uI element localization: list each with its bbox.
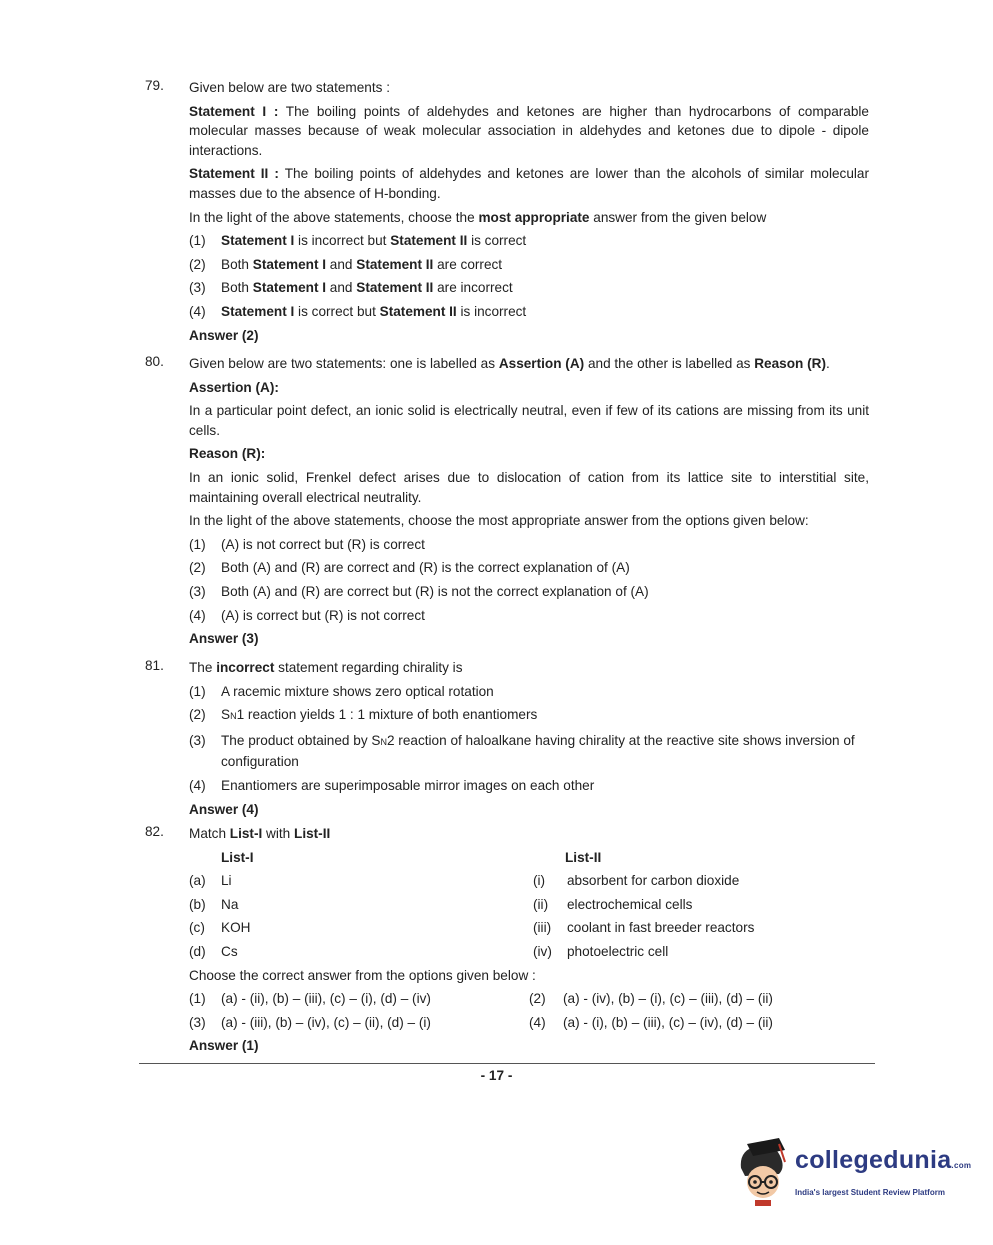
question-82: [145, 824, 869, 1056]
logo-name: collegedunia.com: [795, 1146, 972, 1174]
match-list-header: List-I List-II: [221, 849, 602, 865]
option-1: (1) Statement I is incorrect but Statement II is correct: [189, 233, 527, 249]
question-number: 82.: [145, 824, 164, 839]
option-1: (1) (A) is not correct but (R) is correct: [189, 536, 425, 552]
page-number: - 17 -: [480, 1068, 513, 1083]
question-79: [145, 78, 869, 345]
mascot-icon: [735, 1138, 793, 1208]
option-3: (3) The product obtained by SN2 reaction of haloalkane having chirality at the reactive site shows inversion of configuration: [189, 732, 855, 770]
answer: Answer (4): [189, 801, 259, 817]
match-row: (d) Cs (iv) photoelectric cell: [189, 943, 669, 959]
answer: Answer (3): [189, 631, 259, 647]
question-stem: The incorrect statement regarding chirality is: [189, 660, 463, 675]
question-number: 80.: [145, 354, 164, 369]
logo-tagline: India's largest Student Review Platform: [795, 1188, 945, 1197]
match-row: (b) Na (ii) electrochemical cells: [189, 896, 693, 912]
question-prompt: In the light of the above statements, choose the most appropriate answer from the given below: [189, 209, 767, 225]
question-80: [145, 354, 869, 649]
match-row: (a) Li (i) absorbent for carbon dioxide: [189, 873, 740, 889]
option-2: (2) Both (A) and (R) are correct and (R) is the correct explanation of (A): [189, 560, 630, 576]
answer: Answer (2): [189, 327, 259, 343]
choice-row: (3) (a) - (iii), (b) – (iv), (c) – (ii), (d) – (i) (4) (a) - (i), (b) – (iii), (c) – (iv), (d) – (ii): [189, 1014, 773, 1030]
question-number: 81.: [145, 658, 164, 673]
answer: Answer (1): [189, 1038, 259, 1054]
question-intro: Given below are two statements: one is labelled as Assertion (A) and the other is labelled as Reason (R).: [189, 356, 830, 371]
question-number: 79.: [145, 78, 164, 93]
question-intro: Given below are two statements :: [189, 80, 390, 95]
reason-label: Reason (R):: [189, 446, 266, 462]
question-prompt: In the light of the above statements, choose the most appropriate answer from the options given below:: [189, 513, 809, 529]
option-4: (4) Enantiomers are superimposable mirror images on each other: [189, 777, 595, 793]
option-4: (4) Statement I is correct but Statement II is incorrect: [189, 303, 527, 319]
statement-1: Statement I : The boiling points of aldehydes and ketones are higher than hydrocarbons of comparable molecular masses because of weak molecular association in aldehydes and ketones due to dipole - dipole interactions.: [189, 103, 869, 158]
statement-2: Statement II : The boiling points of aldehydes and ketones are lower than the alcohols of similar molecular masses due to the absence of H-bonding.: [189, 166, 870, 201]
assertion-label: Assertion (A):: [189, 379, 279, 395]
question-81: [145, 658, 869, 819]
option-4: (4) (A) is correct but (R) is not correct: [189, 607, 425, 623]
reason-text: In an ionic solid, Frenkel defect arises due to dislocation of cation from its lattice site to interstitial site, maintaining overall electrical neutrality.: [189, 469, 869, 505]
match-row: (c) KOH (iii) coolant in fast breeder reactors: [189, 920, 755, 936]
choice-row: (1) (a) - (ii), (b) – (iii), (c) – (i), (d) – (iv) (2) (a) - (iv), (b) – (i), (c) – (iii), (d) – (ii): [189, 991, 773, 1007]
option-1: (1) A racemic mixture shows zero optical rotation: [189, 683, 494, 699]
option-2: (2) Both Statement I and Statement II are correct: [189, 256, 503, 272]
option-3: (3) Both Statement I and Statement II are incorrect: [189, 280, 513, 296]
footer-divider: [139, 1063, 875, 1064]
option-2: (2) SN1 reaction yields 1 : 1 mixture of both enantiomers: [189, 707, 538, 723]
question-stem: Match List-I with List-II: [189, 826, 331, 841]
assertion-text: In a particular point defect, an ionic solid is electrically neutral, even if few of its cations are missing from its unit cells.: [189, 403, 869, 438]
option-3: (3) Both (A) and (R) are correct but (R) is not the correct explanation of (A): [189, 583, 649, 599]
collegedunia-logo: [735, 1138, 972, 1208]
question-prompt: Choose the correct answer from the options given below :: [189, 967, 536, 983]
